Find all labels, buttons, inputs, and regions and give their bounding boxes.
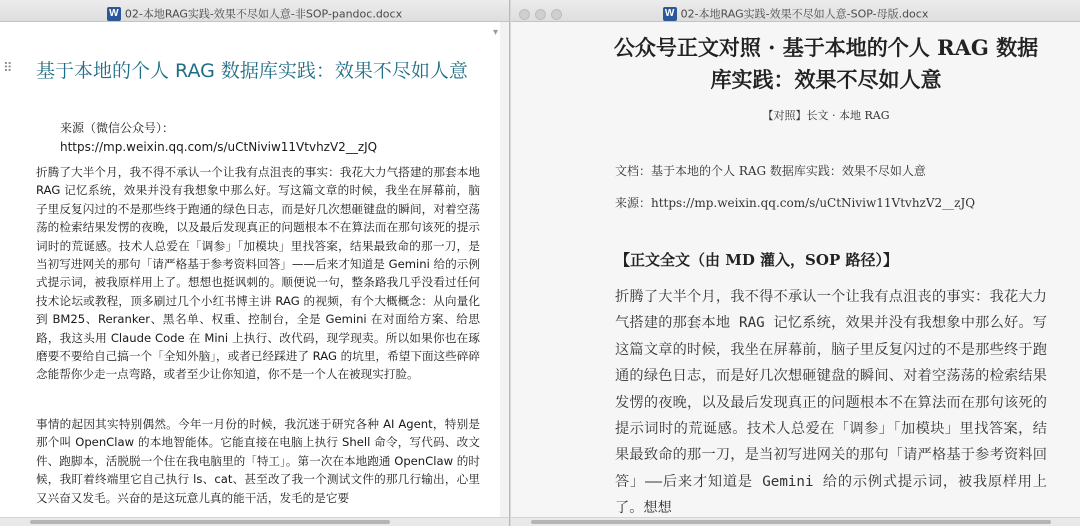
section-heading: 【正文全文（由 MD 灌入，SOP 路径）】 xyxy=(615,251,898,269)
body-paragraph: 事情的起因其实特别偶然。今年一月份的时候，我沉迷于研究各种 AI Agent，特别是那个叫 OpenClaw 的本地智能体。它能直接在电脑上执行 Shell 命令，写代码、改文件、跑脚本，活脱脱一个住在我电脑里的「特工」。第一次在本地跑通 OpenClaw 的时候，我盯着终端里它自己执行 ls、cat、甚至改了我一个测试文件的那几行输出，心里又兴奋又发毛。兴奋的是这玩意儿真的能干活，发毛的是它要 xyxy=(36,417,480,505)
drag-handle-icon[interactable]: ⠿ xyxy=(3,61,11,76)
right-horizontal-scrollbar[interactable] xyxy=(511,517,1080,526)
source-label: 来源（微信公众号）： xyxy=(60,121,175,135)
left-window-title: 02-本地RAG实践-效果不尽如人意-非SOP-pandoc.docx xyxy=(124,7,403,21)
document-title: 基于本地的个人 RAG 数据库实践：效果不尽如人意 xyxy=(36,60,468,82)
source-line: 来源：https://mp.weixin.qq.com/s/uCtNiviw11VtvhzV2__zJQ xyxy=(615,196,976,210)
left-vertical-scrollbar[interactable] xyxy=(500,22,509,517)
comparison-tagline: 【对照】长文 · 本地 RAG xyxy=(762,109,890,122)
left-document-window xyxy=(0,0,510,526)
comparison-heading: 公众号正文对照 · 基于本地的个人 RAG 数据库实践：效果不尽如人意 xyxy=(613,35,1039,92)
left-scroll-thumb[interactable] xyxy=(30,520,390,524)
left-titlebar[interactable] xyxy=(0,0,509,22)
left-horizontal-scrollbar[interactable] xyxy=(0,517,509,526)
word-document-icon: W xyxy=(663,7,677,21)
ruler-marker-icon[interactable]: ▾ xyxy=(493,27,499,38)
source-block xyxy=(60,119,480,157)
body-paragraph: 折腾了大半个月，我不得不承认一个让我有点沮丧的事实：我花大力气搭建的那套本地 RAG 记忆系统，效果并没有我想象中那么好。写这篇文章的时候，我坐在屏幕前，脑子里反复闪过的不是那些终于跑通的绿色日志，而是好几次想砸键盘的瞬间，对着空荡荡的检索结果发愣的夜晚，以及最后发现真正的问题根本不在算法而在那句该死的提示词时的荒诞感。技术人总爱在「调参」「加模块」里找答案，结果最致命的那一刀，是当初写进网关的那句「请严格基于参考资料回答」——后来才知道是 Gemini 给的示例式提示词，被我原样用上了。想想也挺讽刺的。顺便说一句，整条路我几乎没看过任何技术论坛或教程，顶多刷过几个小红书博主讲 RAG 的视频，有个大概概念：从向量化到 BM25、Reranker、黑名单、权重、控制台，全是 Gemini 在对面给方案、给思路，我这头用 Claude Code 在 Mini 上执行、改代码，现学现卖。所以如果你也在琢磨要不要给自己搞一个「全知外脑」，或者已经踩进了 RAG 的坑里，希望下面这些碎碎念能帮你少走一点弯路，或者至少让你知道，你不是一个人在被现实打脸。 xyxy=(36,165,480,382)
body-text: 折腾了大半个月，我不得不承认一个让我有点沮丧的事实：我花大力气搭建的那套本地 RAG 记忆系统，效果并没有我想象中那么好。写这篇文章的时候，我坐在屏幕前，脑子里反复闪过的不是那些终于跑通的绿色日志，而是好几次想砸键盘的瞬间、对着空荡荡的检索结果发愣的夜晚，以及最后发现真正的问题根本不在算法而在那句该死的提示词时的荒诞感。技术人总爱在「调参」「加模块」里找答案，结果最致命的那一刀，是当初写进网关的那句「请严格基于参考资料回答」——后来才知道是 Gemini 给的示例式提示词，被我原样用上了。想想 xyxy=(615,289,1047,517)
right-window-title: 02-本地RAG实践-效果不尽如人意-SOP-母版.docx xyxy=(680,7,929,21)
right-scroll-thumb[interactable] xyxy=(531,520,1051,524)
document-name-line: 文档：基于本地的个人 RAG 数据库实践：效果不尽如人意 xyxy=(615,164,926,178)
right-document-window xyxy=(511,0,1080,526)
source-url[interactable]: https://mp.weixin.qq.com/s/uCtNiviw11VtvhzV2__zJQ xyxy=(60,140,378,154)
right-titlebar[interactable] xyxy=(511,0,1080,22)
word-document-icon: W xyxy=(107,7,121,21)
